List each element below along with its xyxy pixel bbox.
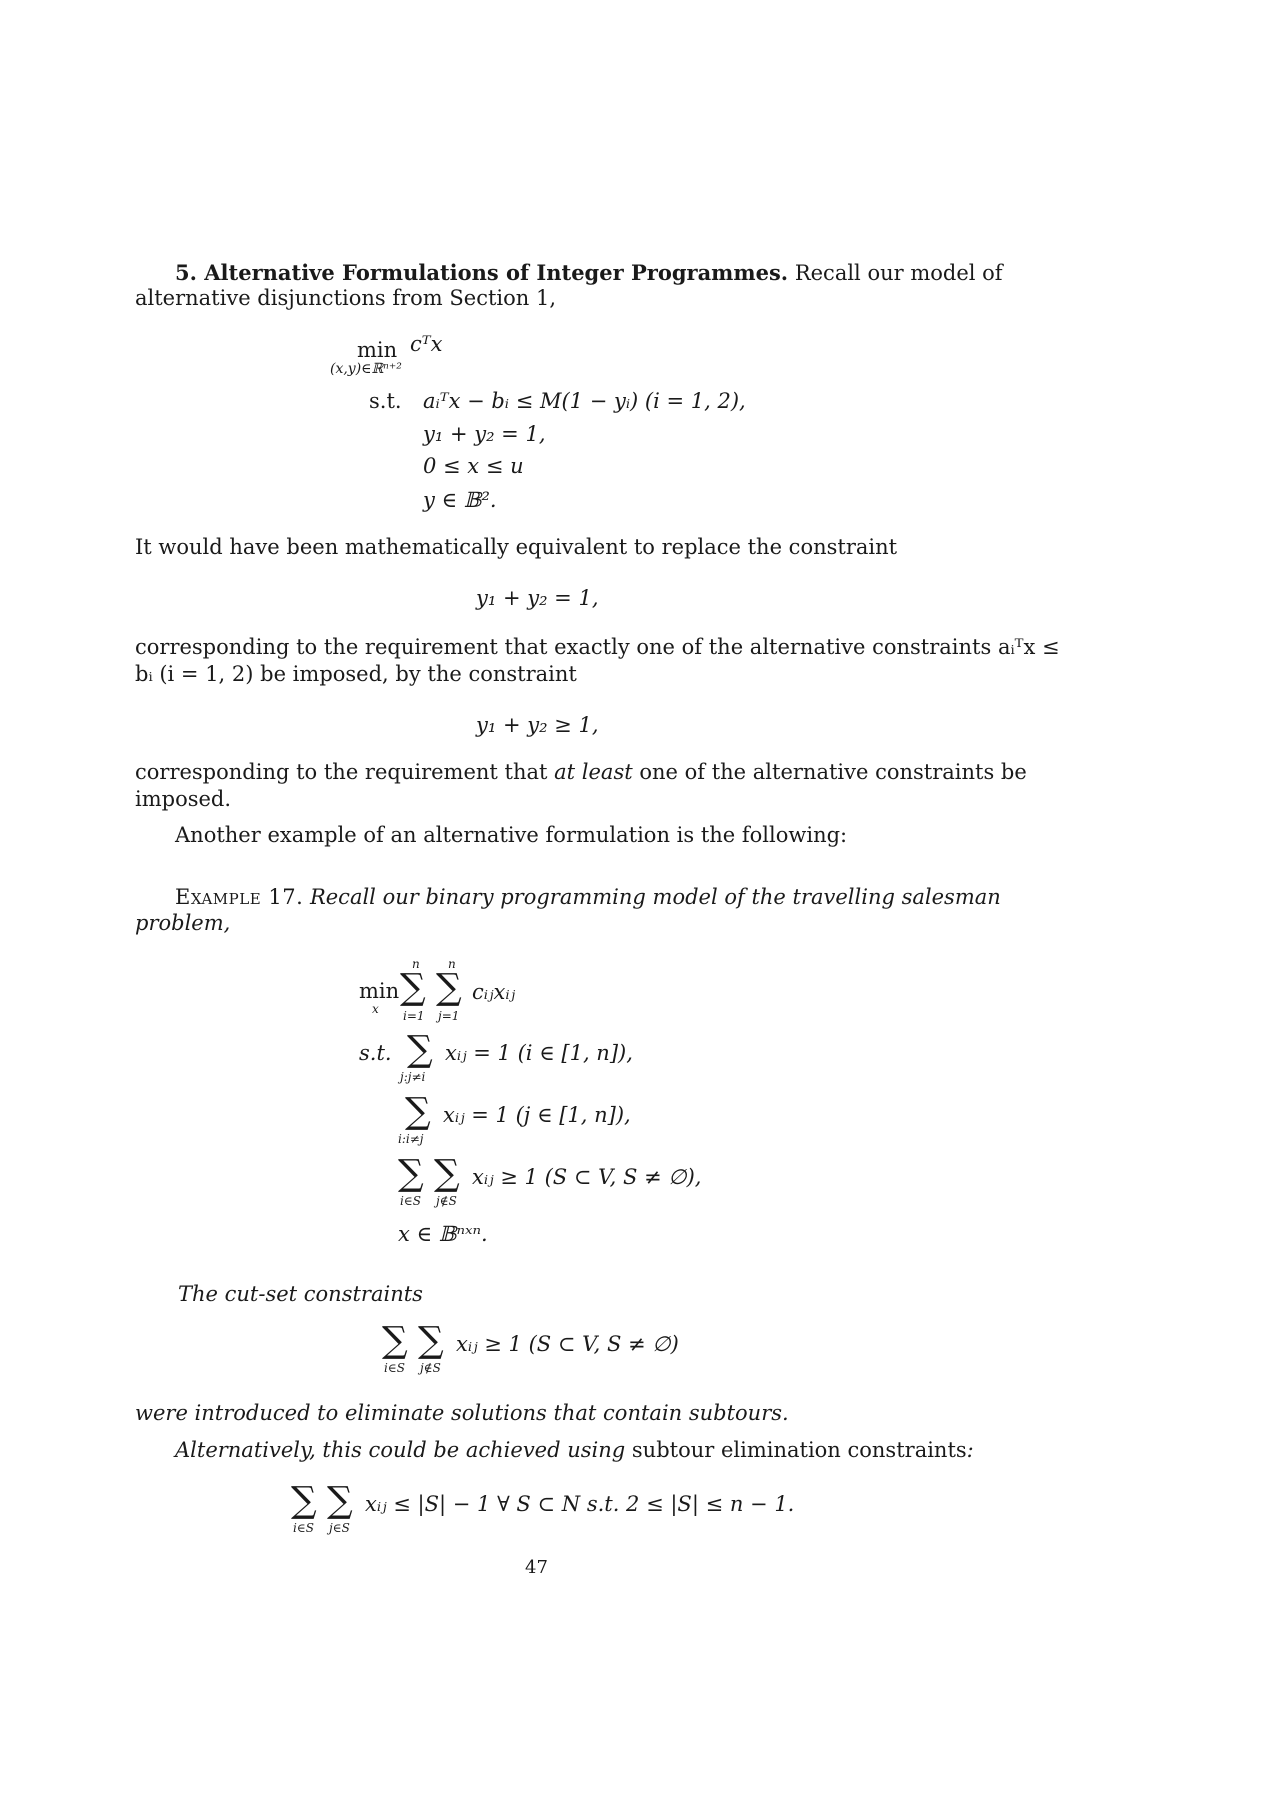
model1-constraint-3: 0 ≤ x ≤ u	[423, 454, 524, 478]
example-text: Recall our binary programming model of the travelling salesman	[309, 885, 1001, 909]
model2-row-3: xᵢⱼ ≥ 1 (S ⊂ V, S ≠ ∅),	[472, 1165, 702, 1189]
model2-min-subscript: x	[372, 1002, 379, 1016]
equation-4-sum-sign-1: ∑	[291, 1480, 317, 1521]
model2-sum-top-1: n	[412, 957, 420, 971]
section-heading: 5. Alternative Formulations of Integer Programmes.	[175, 260, 789, 285]
model2-r3-subscript-2: j∉S	[436, 1194, 457, 1208]
model2-sum-i: i=1	[403, 1009, 425, 1023]
paragraph-3-a: corresponding to the requirement that	[135, 760, 548, 784]
example-line2: problem,	[135, 911, 231, 935]
paragraph-2-line1: corresponding to the requirement that exactly one of the alternative constraints aᵢᵀx ≤	[135, 635, 1060, 659]
model2-r2-sum-sign: ∑	[405, 1091, 431, 1132]
model1-objective: cᵀx	[410, 332, 443, 356]
model2-row-1: xᵢⱼ = 1 (i ∈ [1, n]),	[445, 1041, 633, 1065]
equation-3: xᵢⱼ ≥ 1 (S ⊂ V, S ≠ ∅)	[456, 1332, 679, 1356]
equation-3-sum-sign-1: ∑	[382, 1320, 408, 1361]
model2-sum-top-2: n	[448, 957, 456, 971]
equation-4-subscript-1: i∈S	[293, 1521, 314, 1535]
paragraph-1: It would have been mathematically equivalent to replace the constraint	[135, 535, 898, 559]
model2-objective-term: cᵢⱼxᵢⱼ	[472, 980, 516, 1004]
model2-r1-subscript: j:j≠i	[400, 1070, 426, 1084]
model2-r1-sum-sign: ∑	[407, 1029, 433, 1070]
paragraph-2-line2: bᵢ (i = 1, 2) be imposed, by the constraint	[135, 662, 577, 686]
model2-row-2: xᵢⱼ = 1 (j ∈ [1, n]),	[443, 1103, 631, 1127]
equation-1: y₁ + y₂ = 1,	[476, 586, 599, 610]
model2-row-4: x ∈ 𝔹ⁿˣⁿ.	[398, 1222, 488, 1246]
paragraph-3-line1	[135, 762, 1027, 783]
paragraph-6-term: subtour elimination constraints	[631, 1438, 967, 1462]
model2-r3-sum-sign-2: ∑	[434, 1153, 460, 1194]
model2-r2-subscript: i:i≠j	[398, 1132, 424, 1146]
model2-sum-sign-2: ∑	[436, 967, 462, 1008]
model2-sum-j: j=1	[438, 1009, 460, 1023]
model1-min: min	[357, 338, 398, 362]
model1-constraint-4: y ∈ 𝔹².	[423, 488, 497, 512]
cutset-intro: The cut-set constraints	[178, 1282, 423, 1306]
model1-constraint-1: aᵢᵀx − bᵢ ≤ M(1 − yᵢ) (i = 1, 2),	[423, 389, 746, 413]
model2-r3-sum-sign-1: ∑	[398, 1153, 424, 1194]
paragraph-3-b: one of the alternative constraints be	[639, 760, 1027, 784]
paragraph-6-a: Alternatively, this could be achieved using	[175, 1438, 626, 1462]
model1-constraint-2: y₁ + y₂ = 1,	[423, 422, 546, 446]
model1-min-subscript: (x,y)∈ℝⁿ⁺²	[330, 361, 402, 377]
paragraph-3-line2: imposed.	[135, 787, 232, 811]
model2-st: s.t.	[359, 1041, 392, 1065]
page-number: 47	[525, 1557, 548, 1578]
equation-4: xᵢⱼ ≤ |S| − 1 ∀ S ⊂ N s.t. 2 ≤ |S| ≤ n − 1.	[365, 1492, 795, 1516]
equation-4-subscript-2: j∈S	[329, 1521, 350, 1535]
intro-line2: alternative disjunctions from Section 1,	[135, 286, 556, 310]
model2-min: min	[359, 979, 400, 1003]
paragraph-6-colon: :	[966, 1438, 974, 1462]
intro-text: Recall our model of	[794, 261, 1003, 285]
paragraph-6	[175, 1440, 974, 1461]
paragraph-3-emphasis: at least	[554, 760, 633, 784]
paragraph-5: were introduced to eliminate solutions that contain subtours.	[135, 1401, 789, 1425]
equation-3-subscript-2: j∉S	[420, 1361, 441, 1375]
section-heading-line	[175, 262, 1003, 284]
paragraph-4: Another example of an alternative formulation is the following:	[175, 823, 848, 847]
equation-4-sum-sign-2: ∑	[327, 1480, 353, 1521]
example-line1	[175, 887, 1001, 908]
equation-3-sum-sign-2: ∑	[418, 1320, 444, 1361]
equation-3-subscript-1: i∈S	[384, 1361, 405, 1375]
model2-sum-sign-1: ∑	[400, 967, 426, 1008]
equation-2: y₁ + y₂ ≥ 1,	[476, 713, 599, 737]
model2-r3-subscript-1: i∈S	[400, 1194, 421, 1208]
example-label: Example 17.	[175, 885, 304, 909]
model1-st: s.t.	[369, 389, 402, 413]
